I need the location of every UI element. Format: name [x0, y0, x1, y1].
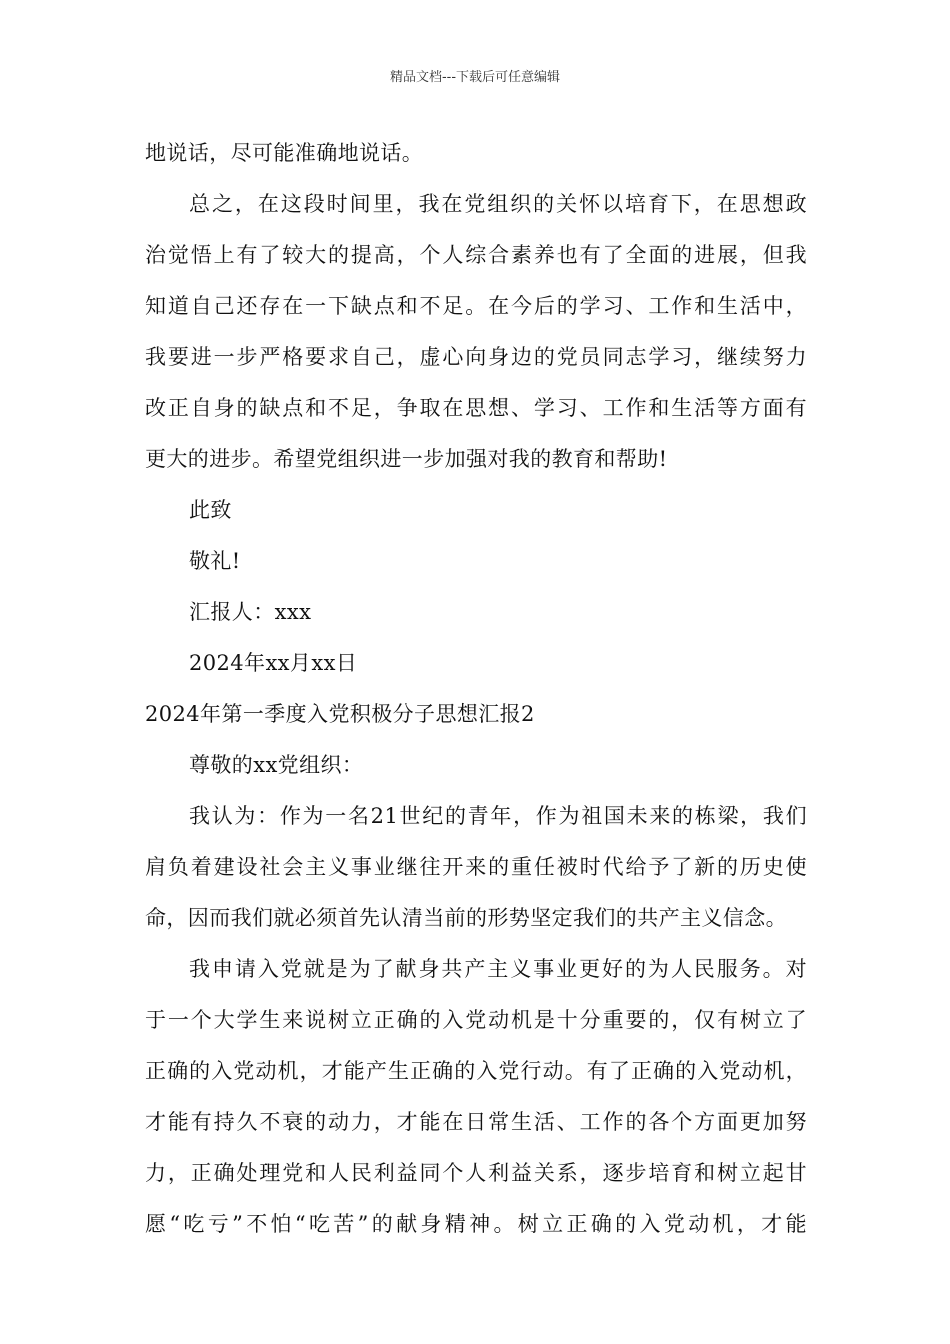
text-line: 此致 — [189, 498, 232, 522]
text-line: 正确的入党动机，才能产生正确的入党行动。有了正确的入党动机， — [145, 1059, 807, 1083]
text-line: 地说话，尽可能准确地说话。 — [145, 141, 424, 165]
text-line: 才能有持久不衰的动力，才能在日常生活、工作的各个方面更加努 — [145, 1110, 807, 1134]
text-line: 总之，在这段时间里，我在党组织的关怀以培育下，在思想政 — [189, 192, 807, 216]
text-line: 2024年xx月xx日 — [189, 651, 358, 675]
text-line: 我申请入党就是为了献身共产主义事业更好的为人民服务。对 — [189, 957, 807, 981]
text-line: 更大的进步。希望党组织进一步加强对我的教育和帮助! — [145, 447, 668, 471]
text-line: 于一个大学生来说树立正确的入党动机是十分重要的，仅有树立了 — [145, 1008, 807, 1032]
text-line: 愿“吃亏”不怕“吃苦”的献身精神。树立正确的入党动机，才能 — [145, 1212, 807, 1236]
text-line: 改正自身的缺点和不足，争取在思想、学习、工作和生活等方面有 — [145, 396, 807, 420]
text-line: 2024年第一季度入党积极分子思想汇报2 — [145, 702, 535, 726]
text-line: 肩负着建设社会主义事业继往开来的重任被时代给予了新的历史使 — [145, 855, 807, 879]
text-line: 我认为：作为一名21世纪的青年，作为祖国未来的栋梁，我们 — [189, 804, 807, 828]
text-line: 敬礼! — [189, 549, 241, 573]
text-line: 我要进一步严格要求自己，虚心向身边的党员同志学习，继续努力 — [145, 345, 807, 369]
text-line: 汇报人：xxx — [189, 600, 312, 624]
text-line: 尊敬的xx党组织： — [189, 753, 364, 777]
text-line: 命，因而我们就必须首先认清当前的形势坚定我们的共产主义信念。 — [145, 906, 787, 930]
text-line: 知道自己还存在一下缺点和不足。在今后的学习、工作和生活中， — [145, 294, 807, 318]
text-line: 力，正确处理党和人民利益同个人利益关系，逐步培育和树立起甘 — [145, 1161, 807, 1185]
text-line: 治觉悟上有了较大的提高，个人综合素养也有了全面的进展，但我 — [145, 243, 807, 267]
page-header: 精品文档---下载后可任意编辑 — [389, 70, 561, 85]
document-body — [145, 128, 807, 1250]
